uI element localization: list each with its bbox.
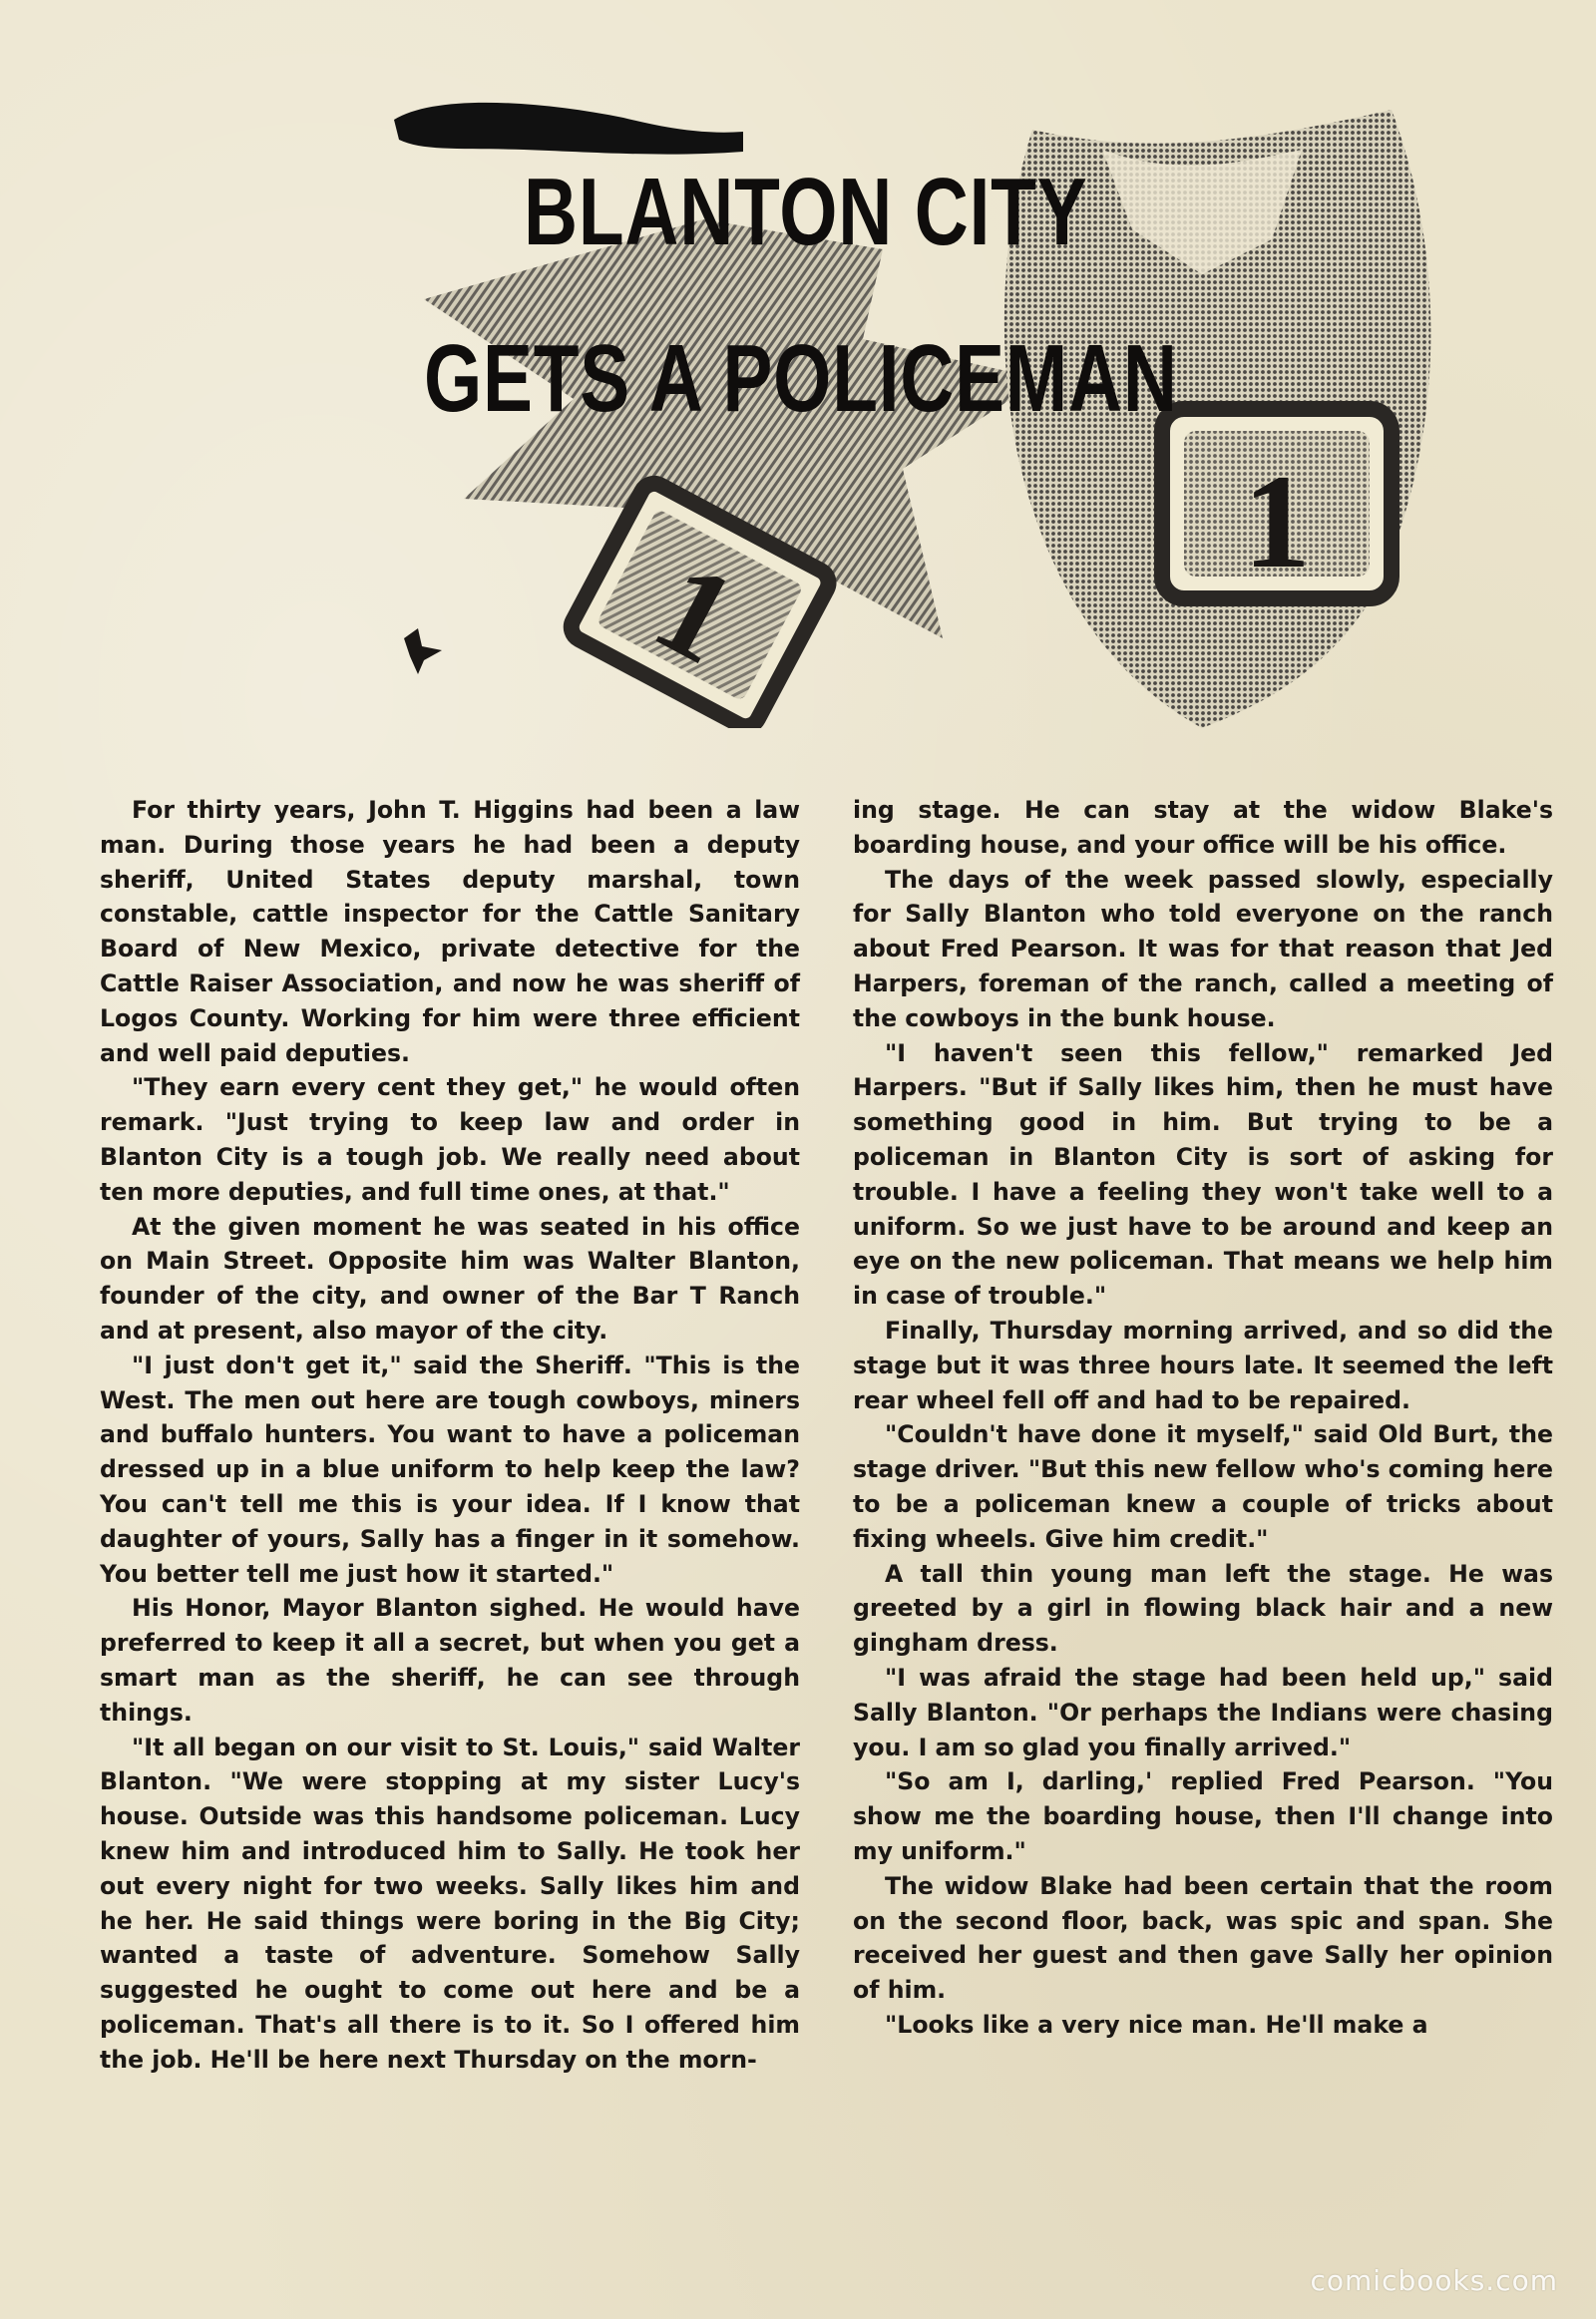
paragraph: "It all began on our visit to St. Louis," said Walter Blanton. "We were stopping at my sister Lucy's house. Outside was this handsome policeman. Lucy knew him and introduced him to Sally. He took her out every night for two weeks. Sally likes him and he her. He said things were boring in the Big City; wanted a taste of adventure. Somehow Sally suggested he ought to come out here and be a policeman. That's all there is to it. So I offered him the job. He'll be here next Thursday on the morn-	[100, 1733, 800, 2074]
article-column-right	[853, 793, 1553, 2229]
headline-line-2: GETS A POLICEMAN	[424, 325, 1178, 432]
title-illustration	[105, 40, 1541, 728]
paragraph: "Looks like a very nice man. He'll make a	[885, 2010, 1428, 2039]
paragraph: The days of the week passed slowly, especially for Sally Blanton who told everyone on the ranch about Fred Pearson. It was for that reason that Jed Harpers, foreman of the ranch, called a meeting of the cowboys in the bunk house.	[853, 865, 1553, 1032]
paragraph: "So am I, darling,' replied Fred Pearson. "You show me the boarding house, then I'll change into my uniform."	[853, 1767, 1553, 1865]
paragraph: "They earn every cent they get," he would often remark. "Just trying to keep law and order in Blanton City is a tough job. We really need about ten more deputies, and full time ones, at that."	[100, 1073, 800, 1206]
paragraph: Finally, Thursday morning arrived, and so did the stage but it was three hours late. It seemed the left rear wheel fell off and had to be repaired.	[853, 1316, 1553, 1414]
paragraph: "I just don't get it," said the Sheriff. "This is the West. The men out here are tough cowboys, miners and buffalo hunters. You want to have a policeman dressed up in a blue uniform to help keep the law? You can't tell me this is your idea. If I know that daughter of yours, Sally has a finger in it somehow. You better tell me just how it started."	[100, 1351, 800, 1588]
paragraph: The widow Blake had been certain that the room on the second floor, back, was spic and span. She received her guest and then gave Sally her opinion of him.	[853, 1871, 1553, 2005]
article-column-left	[100, 793, 800, 2229]
paragraph: "Couldn't have done it myself," said Old Burt, the stage driver. "But this new fellow who's coming here to be a policeman knew a couple of tricks about fixing wheels. Give him credit."	[853, 1420, 1553, 1553]
paragraph: For thirty years, John T. Higgins had been a law man. During those years he had been a deputy sheriff, United States deputy marshal, town constable, cattle inspector for the Cattle Sanitary Board of New Mexico, private detective for the Cattle Raiser Association, and now he was sheriff of Logos County. Working for him were three efficient and well paid deputies.	[100, 796, 800, 1067]
badge-numeral-right: 1	[1243, 448, 1311, 596]
article-headline	[105, 40, 1541, 728]
paragraph: ing stage. He can stay at the widow Blake's boarding house, and your office will be his office.	[853, 796, 1553, 859]
site-watermark: comicbooks.com	[1310, 2264, 1558, 2297]
paragraph: "I haven't seen this fellow," remarked Jed Harpers. "But if Sally likes him, then he must have something good in him. But trying to be a policeman in Blanton City is sort of asking for trouble. I have a feeling they won't take well to a uniform. So we just have to be around and keep an eye on the new policeman. That means we help him in case of trouble."	[853, 1038, 1553, 1311]
headline-line-1: BLANTON CITY	[524, 159, 1088, 265]
paragraph: At the given moment he was seated in his office on Main Street. Opposite him was Walter Blanton, founder of the city, and owner of the Bar T Ranch and at present, also mayor of the city.	[100, 1212, 800, 1345]
paragraph: "I was afraid the stage had been held up," said Sally Blanton. "Or perhaps the Indians were chasing you. I am so glad you finally arrived."	[853, 1663, 1553, 1761]
badge-numeral-left: 1	[632, 535, 758, 692]
paragraph: A tall thin young man left the stage. He was greeted by a girl in flowing black hair and a new gingham dress.	[853, 1559, 1553, 1658]
paragraph: His Honor, Mayor Blanton sighed. He would have preferred to keep it all a secret, but when you get a smart man as the sheriff, he can see through things.	[100, 1594, 800, 1727]
